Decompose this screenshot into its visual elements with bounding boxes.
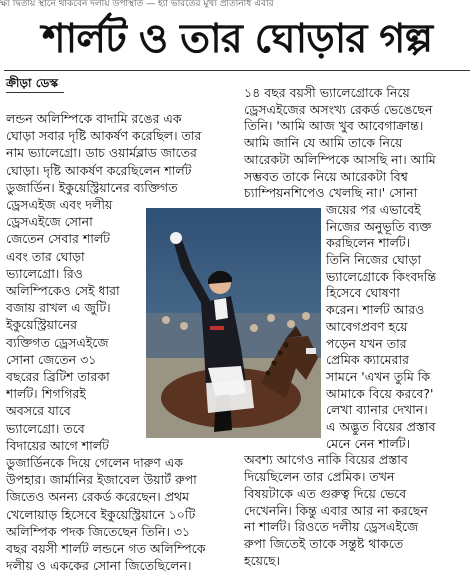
- right_col-line: আমাকে বিয়ে করবে?': [326, 385, 434, 401]
- right_col-line: দেখেননি। কিন্তু এবার আর না করছেন: [244, 502, 428, 518]
- right_col-line: দিয়েছিলেন তার প্রেমিক। তখন: [244, 469, 395, 485]
- right_col-line: ভ্যালেগ্রোকে কিংবদন্তি: [326, 268, 437, 284]
- title-divider: [4, 70, 470, 71]
- article-photo: [146, 208, 321, 438]
- right_col-line: ড্রেসএইজের অসংখ্য রেকর্ড ভেঙেছেন: [244, 101, 433, 117]
- right_col-line: আরেকটা অলিম্পিকে আসছি না। আমি: [244, 151, 436, 167]
- left_col-line: বছরের ব্রিটিশ তারকা: [6, 369, 110, 384]
- right_col-line: বিষয়টাকে এত গুরুত্ব দিয়ে ভেবে: [244, 485, 407, 501]
- right_col-line: প্রেমিক ক্যামেরার: [326, 352, 409, 368]
- left_col-line: লন্ডন অলিম্পিকে বাদামি রঙের এক: [6, 111, 182, 126]
- left_col-line: অবসরে যাবে: [6, 403, 71, 419]
- right_col-line: আমি জানি যে আমি তাকে নিয়ে: [244, 135, 403, 151]
- left_col-line: উপহার। জার্মানির ইজাবেল উয়ার্ট রুপা: [6, 472, 197, 488]
- left_col-line: এবং তার ঘোড়া: [6, 248, 85, 264]
- right_col-line: নিজের অনুভূতি ব্যক্ত: [326, 218, 432, 234]
- right_col-line: পড়েন যখন তার: [326, 335, 407, 351]
- byline: ক্রীড়া ডেস্ক: [6, 76, 59, 90]
- right_col-line: ১৪ বছর বয়সী ভ্যালেগ্রোকে নিয়ে: [244, 85, 410, 100]
- left_col-line: ঘোড়া সবার দৃষ্টি আকর্ষণ করেছিল। তার: [6, 128, 202, 144]
- right_col-line: আবেগপ্রবণ হয়ে: [326, 318, 408, 334]
- right_col-line: হিসেবে ঘোষণা: [326, 285, 400, 301]
- top-strip: ক্ষ্য দ্বিতীয় স্থানে থাকবেন দলীয় উপস্থিতি — হ্যাঁ ভারতের মুখ্য প্রতিনিধি এবার: [0, 0, 274, 9]
- right_col-line: রুপা জিতেই তাকে সন্তুষ্ট থাকতে: [244, 535, 404, 551]
- right_col-line: সামনে 'এখন তুমি কি: [326, 368, 431, 384]
- right_col-line: হয়েছে।: [244, 552, 281, 568]
- right_col-line: অবশ্য আগেও নাকি বিয়ের প্রস্তাব: [244, 452, 408, 468]
- left_col-line: জেতেন সেবার শার্লট: [6, 231, 110, 247]
- byline-underline: [6, 92, 64, 93]
- left_col-line: সোনা জেতেন ৩১: [6, 351, 97, 367]
- right_col-line: সম্ভবত তাকে নিয়ে আরেকটা বিশ্ব: [244, 168, 408, 184]
- left_col-line: বজায় রাখল এ জুটি।: [6, 300, 111, 316]
- page-title: শার্লট ও তার ঘোড়ার গল্প: [41, 16, 433, 62]
- left_col-line: জিতেও অনন্য রেকর্ড করেছেন। প্রথম: [6, 489, 190, 505]
- right_col-line: করেন। শার্লট আরও: [326, 302, 425, 318]
- left_col-line: ব্যক্তিগত ড্রেসএইজে: [6, 334, 109, 350]
- right_col-line: মেনে নেন শার্লট।: [326, 435, 411, 451]
- right_col-line: লেখা ব্যানার দেখান।: [326, 402, 428, 418]
- left_col-line: বছর বয়সী শার্লট লন্ডনে গত অলিম্পিকে: [6, 541, 206, 556]
- left_col-line: ডুজার্ডিনকে দিয়ে গেলেন দারুণ এক: [6, 455, 184, 470]
- left_col-line: নাম ভ্যালেগ্রো। ডাচ ওয়ার্মব্লাড জাতের: [6, 145, 197, 161]
- left_col-line: ইকুয়েস্ট্রিয়ানের: [6, 317, 78, 333]
- left_col-line: খেলোয়াড় হিসেবে ইকুয়েস্ট্রিয়ানে ১০টি: [6, 506, 196, 522]
- left_col-line: ডুজার্ডিন। ইকুয়েস্ট্রিয়ানের ব্যক্তিগত: [6, 179, 178, 195]
- left_col-line: অলিম্পিক পদক জিতেছেন তিনি। ৩১: [6, 523, 191, 539]
- left_col-line: ঘোড়া। দৃষ্টি আকর্ষণ করেছিলেন শার্লট: [6, 162, 192, 178]
- right_col-line: তিনি নিজের ঘোড়া: [326, 252, 422, 267]
- left_col-line: দলীয় ও এককের সোনা জিতেছিলেন।: [6, 558, 192, 574]
- left_col-line: ড্রেসএইজে সোনা: [6, 214, 93, 230]
- right_col-line: চ্যাম্পিয়নশিপেও খেলছি না।' সোনা: [244, 185, 418, 201]
- left_col-line: ভ্যালেগ্রো। তবে: [6, 420, 85, 436]
- left_col-line: বিদায়ের আগে শার্লট: [6, 437, 109, 453]
- rider-horse-illustration: [146, 208, 321, 438]
- left_col-line: শার্লট। শিগগিরই: [6, 386, 86, 402]
- right_col-line: করছিলেন শার্লট।: [326, 235, 411, 251]
- left_col-line: অলিম্পিকেও সেই ধারা: [6, 283, 120, 298]
- right_col-line: এ অদ্ভুত বিয়ের প্রস্তাব: [326, 419, 436, 434]
- left_col-line: ভ্যালেগ্রো। রিও: [6, 265, 84, 281]
- right_col-line: জয়ের পর এভাবেই: [326, 201, 421, 217]
- right_col-line: তিনি। 'আমি আজ খুব আবেগাক্রান্ত।: [244, 118, 424, 134]
- right_col-line: না শার্লট। রিওতে দলীয় ড্রেসএইজে: [244, 519, 419, 535]
- left_col-line: ড্রেসএইজ এবং দলীয়: [6, 197, 113, 212]
